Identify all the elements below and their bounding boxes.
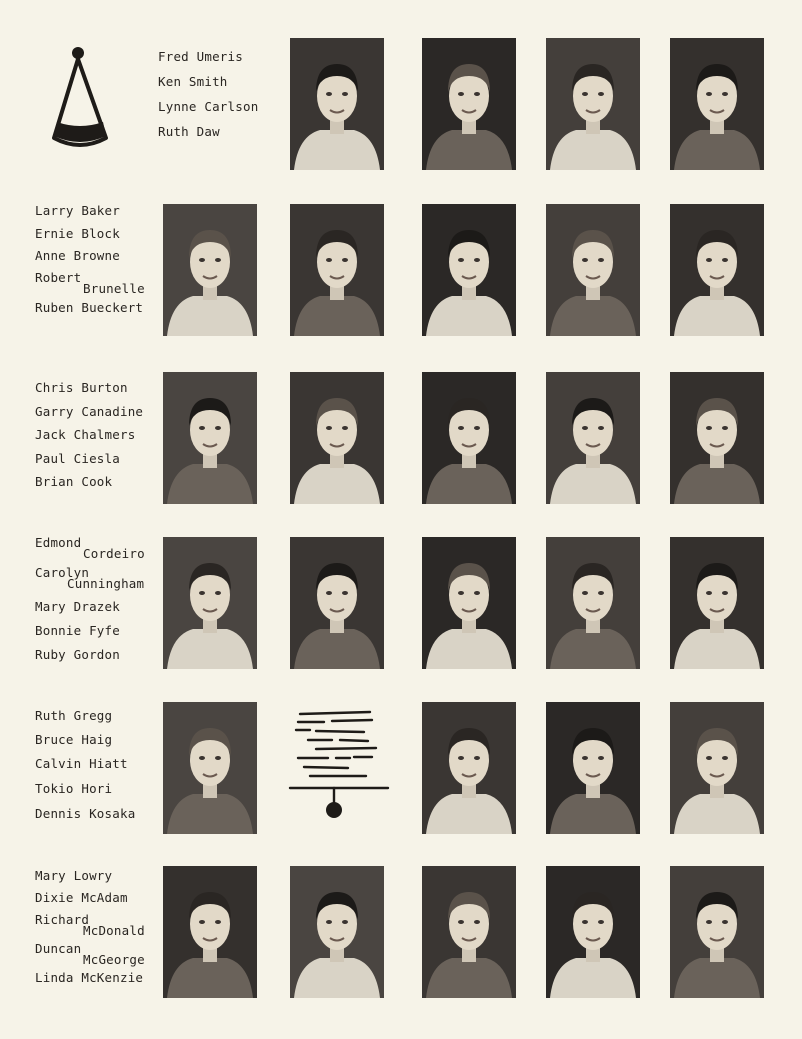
- staff-portrait-photo: [670, 866, 764, 998]
- staff-portrait-photo: [422, 38, 516, 170]
- staff-name: Bonnie Fyfe: [35, 623, 120, 638]
- staff-name: Larry Baker: [35, 203, 120, 218]
- staff-name: Ruby Gordon: [35, 647, 120, 662]
- portrait-image: [670, 372, 764, 504]
- staff-portrait-photo: [546, 372, 640, 504]
- staff-portrait-photo: [546, 204, 640, 336]
- portrait-image: [546, 702, 640, 834]
- staff-portrait-photo: [546, 38, 640, 170]
- staff-name: Jack Chalmers: [35, 427, 136, 442]
- staff-portrait-photo: [670, 204, 764, 336]
- staff-portrait-photo: [670, 537, 764, 669]
- staff-name: Edmond Cordeiro: [35, 535, 145, 561]
- portrait-image: [670, 702, 764, 834]
- row6-names: [35, 869, 145, 985]
- portrait-image: [670, 866, 764, 998]
- portrait-image: [546, 204, 640, 336]
- portrait-image: [163, 866, 257, 998]
- staff-portrait-photo: [422, 702, 516, 834]
- staff-name: Brian Cook: [35, 474, 113, 489]
- staff-portrait-photo: [163, 537, 257, 669]
- staff-portrait-photo: [163, 372, 257, 504]
- staff-name: Ruth Gregg: [35, 708, 113, 723]
- staff-name: Lynne Carlson: [158, 99, 259, 114]
- staff-portrait-photo: [163, 702, 257, 834]
- staff-portrait-photo: [670, 372, 764, 504]
- staff-portrait-photo: [290, 204, 384, 336]
- staff-name: Ken Smith: [158, 74, 228, 89]
- row3-names: [35, 376, 143, 494]
- portrait-image: [163, 204, 257, 336]
- staff-name: Mary Lowry: [35, 868, 113, 883]
- portrait-image: [163, 372, 257, 504]
- staff-portrait-photo: [290, 866, 384, 998]
- portrait-image: [546, 38, 640, 170]
- staff-portrait-photo: [546, 866, 640, 998]
- staff-name: Carolyn Cunningham: [35, 565, 145, 591]
- portrait-image: [290, 38, 384, 170]
- portrait-image: [670, 38, 764, 170]
- staff-name: Tokio Hori: [35, 781, 113, 796]
- party-hat-icon: [48, 44, 112, 152]
- portrait-image: [290, 537, 384, 669]
- portrait-image: [670, 204, 764, 336]
- staff-name: Robert Brunelle: [35, 269, 145, 296]
- staff-name: Ernie Block: [35, 225, 120, 241]
- staff-portrait-photo: [422, 866, 516, 998]
- portrait-image: [290, 866, 384, 998]
- staff-name: Duncan McGeorge: [35, 941, 145, 967]
- staff-name: Chris Burton: [35, 380, 128, 395]
- placeholder-lines-icon: [288, 708, 392, 824]
- portrait-image: [290, 204, 384, 336]
- staff-portrait-photo: [422, 537, 516, 669]
- portrait-image: [422, 38, 516, 170]
- staff-name: Ruben Bueckert: [35, 299, 144, 315]
- staff-portrait-photo: [546, 537, 640, 669]
- staff-name: Richard McDonald: [35, 912, 145, 938]
- staff-portrait-photo: [546, 702, 640, 834]
- staff-name: Anne Browne: [35, 248, 120, 263]
- staff-portrait-photo: [163, 866, 257, 998]
- portrait-image: [422, 204, 516, 336]
- staff-portrait-photo: [290, 537, 384, 669]
- portrait-image: [546, 866, 640, 998]
- staff-name: Dennis Kosaka: [35, 806, 136, 821]
- staff-name: Dixie McAdam: [35, 890, 128, 905]
- staff-name: Bruce Haig: [35, 732, 113, 747]
- portrait-image: [422, 702, 516, 834]
- portrait-image: [670, 537, 764, 669]
- portrait-image: [163, 537, 257, 669]
- staff-portrait-photo: [422, 372, 516, 504]
- portrait-image: [290, 372, 384, 504]
- staff-name: Linda McKenzie: [35, 970, 144, 985]
- portrait-image: [422, 372, 516, 504]
- staff-name: Mary Drazek: [35, 599, 120, 614]
- row4-names: [35, 536, 145, 662]
- staff-portrait-photo: [422, 204, 516, 336]
- portrait-image: [163, 702, 257, 834]
- portrait-image: [546, 372, 640, 504]
- staff-name: Fred Umeris: [158, 49, 243, 64]
- staff-portrait-photo: [290, 38, 384, 170]
- row1-names: [158, 44, 258, 144]
- staff-name: Paul Ciesla: [35, 450, 120, 466]
- staff-portrait-photo: [163, 204, 257, 336]
- staff-portrait-photo: [670, 702, 764, 834]
- staff-portrait-photo: [670, 38, 764, 170]
- staff-portrait-photo: [290, 372, 384, 504]
- staff-name: Calvin Hiatt: [35, 756, 128, 771]
- portrait-image: [422, 537, 516, 669]
- staff-name: Garry Canadine: [35, 403, 144, 419]
- row2-names: [35, 200, 145, 319]
- portrait-image: [422, 866, 516, 998]
- portrait-image: [546, 537, 640, 669]
- staff-name: Ruth Daw: [158, 124, 220, 139]
- row5-names: [35, 704, 135, 826]
